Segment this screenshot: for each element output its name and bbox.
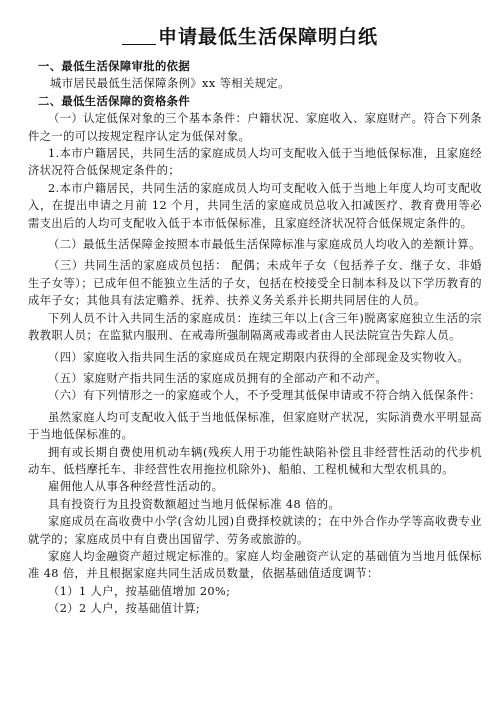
- paragraph: （三）共同生活的家庭成员包括： 配偶；未成年子女（包括养子女、继子女、非婚生子女等）；已成年但不能独立生活的子女，包括在校接受全日制本科及以下学历教育的成年子女；其他具有法定赡养、抚养、扶养义务关系并长期共同居住的人员。: [28, 259, 482, 308]
- paragraph: 城市居民最低生活保障条例》xx 等相关规定。: [50, 77, 290, 91]
- paragraph: （四）家庭收入指共同生活的家庭成员在规定期限内获得的全部现金及实物收入。: [48, 350, 470, 364]
- section-heading-2: 二、最低生活保障的资格条件: [38, 94, 191, 108]
- section-heading-1: 一、最低生活保障审批的依据: [38, 60, 191, 73]
- paragraph: 虽然家庭人均可支配收入低于当地低保标准，但家庭财产状况，实际消费水平明显高于当地低保标准的。: [28, 410, 482, 442]
- list-item: （1）1 人户，按基础值增加 20%;: [48, 584, 231, 598]
- paragraph: （一）认定低保对象的三个基本条件：户籍状况、家庭收入、家庭财产。符合下列条件之一的可以按规定程序认定为低保对象。: [28, 112, 482, 143]
- paragraph: 雇佣他人从事各种经营性活动的。: [48, 480, 224, 494]
- paragraph: （五）家庭财产指共同生活的家庭成员拥有的全部动产和不动产。: [48, 371, 388, 385]
- paragraph: （二）最低生活保障金按照本市最低生活保障标准与家庭成员人均收入的差额计算。: [48, 238, 481, 252]
- paragraph: 家庭人均金融资产超过规定标准的。家庭人均金融资产认定的基础值为当地月低保标准 48 倍，并且根据家庭共同生活成员数量，依据基础值适度调节：: [28, 549, 482, 581]
- paragraph: 拥有或长期自费使用机动车辆(残疾人用于功能性缺陷补偿且非经营性活动的代步机动车、低档摩托车、非经营性农用拖拉机除外)、船舶、工程机械和大型农机具的。: [28, 445, 482, 476]
- paragraph: 1.本市户籍居民，共同生活的家庭成员人均可支配收入低于当地低保标准，且家庭经济状况符合低保规定条件的；: [28, 147, 482, 178]
- paragraph: （六）有下列情形之一的家庭或个人，不予受理其低保申请或不符合纳入低保条件：: [48, 389, 481, 403]
- document-title: [0, 22, 500, 49]
- paragraph: 家庭成员在高收费中小学(含幼儿园)自费择校就读的；在中外合作办学等高收费专业就学的；家庭成员中有自费出国留学、劳务或旅游的。: [28, 515, 482, 546]
- document-title-text: 申请最低生活保障明白纸: [157, 26, 378, 48]
- paragraph: 具有投资行为且投资数额超过当地月低保标准 48 倍的。: [48, 497, 341, 511]
- document-body: [28, 58, 482, 618]
- paragraph: 2.本市户籍居民，共同生活的家庭成员人均可支配收入低于当地上年度人均可支配收入，在提出申请之月前 12 个月，共同生活的家庭成员总收入扣减医疗、教育费用等必需支出后的人均可支配收入低于本市低保标准，且家庭经济状况符合低保规定条件的。: [28, 181, 482, 230]
- title-blank-underline: [122, 26, 156, 45]
- list-item: （2）2 人户，按基础值计算;: [48, 602, 201, 616]
- paragraph: 下列人员不计入共同生活的家庭成员：连续三年以上(含三年)脱离家庭独立生活的宗教教职人员；在监狱内服刑、在戒毒所强制隔离戒毒或者由人民法院宣告失踪人员。: [28, 311, 482, 343]
